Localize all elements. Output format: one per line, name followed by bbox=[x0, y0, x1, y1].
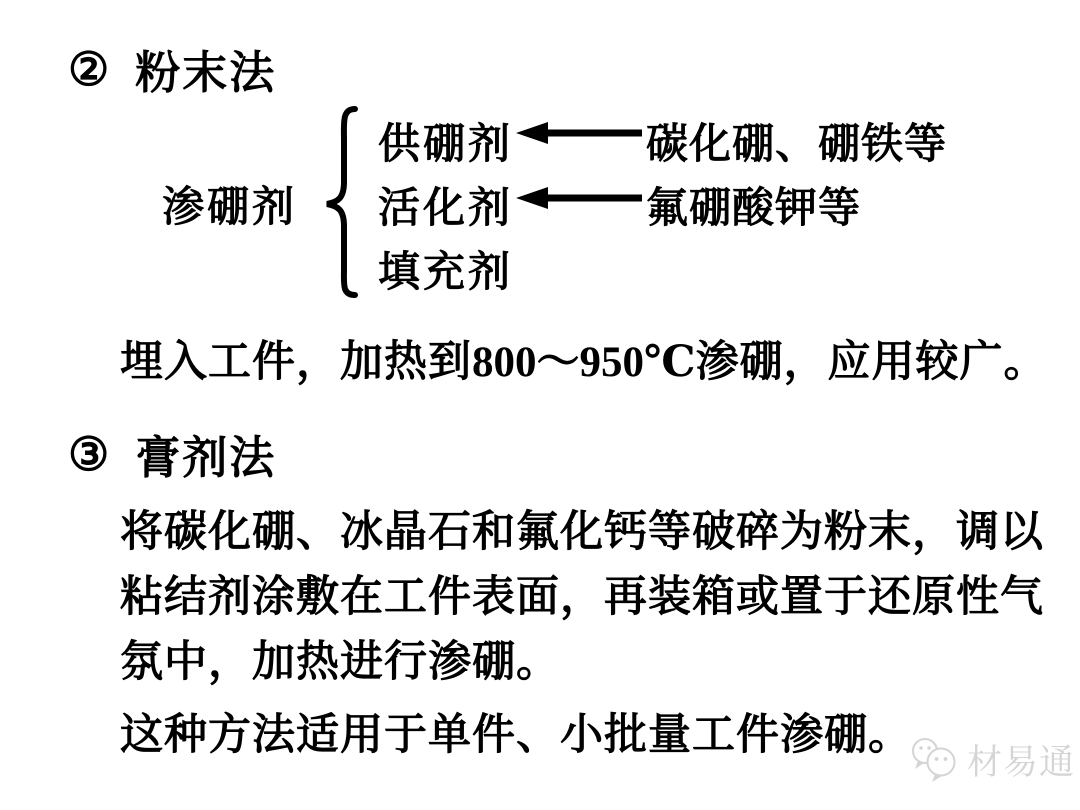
left-arrow-icon bbox=[516, 120, 642, 146]
paragraph-line: 将碳化硼、冰晶石和氟化钙等破碎为粉末，调以 bbox=[120, 507, 1044, 557]
paste-method-title: 膏剂法 bbox=[135, 431, 277, 484]
diagram-source-boron-supplier: 碳化硼、硼铁等 bbox=[646, 119, 948, 168]
powder-method-title: 粉末法 bbox=[135, 46, 277, 99]
powder-method-heading bbox=[68, 36, 276, 101]
left-brace-icon bbox=[318, 103, 364, 301]
note-suffix: 渗硼，应用较广。 bbox=[695, 337, 1048, 387]
watermark bbox=[908, 735, 1075, 785]
diagram-item-activator: 活化剂 bbox=[378, 183, 514, 232]
note-prefix: 埋入工件，加热到 bbox=[120, 337, 472, 387]
temperature-range: 800～950℃ bbox=[472, 339, 696, 386]
paste-method-note: 这种方法适用于单件、小批量工件渗硼。 bbox=[120, 710, 912, 760]
wechat-icon bbox=[908, 736, 962, 784]
watermark-label: 材易通 bbox=[967, 743, 1076, 783]
paste-method-heading bbox=[68, 421, 276, 486]
diagram-root-label: 渗硼剂 bbox=[162, 182, 298, 231]
circled-number-2: ② bbox=[68, 41, 112, 96]
diagram-item-boron-supplier: 供硼剂 bbox=[378, 119, 514, 168]
paste-method-paragraph bbox=[120, 500, 1044, 695]
diagram-item-filler: 填充剂 bbox=[378, 247, 514, 296]
diagram-source-activator: 氟硼酸钾等 bbox=[646, 183, 862, 232]
paragraph-line: 氛中，加热进行渗硼。 bbox=[120, 637, 560, 687]
paragraph-line: 粘结剂涂敷在工件表面，再装箱或置于还原性气 bbox=[120, 572, 1044, 622]
circled-number-3: ③ bbox=[68, 426, 112, 481]
left-arrow-icon bbox=[516, 185, 642, 211]
powder-method-note bbox=[120, 328, 1048, 389]
